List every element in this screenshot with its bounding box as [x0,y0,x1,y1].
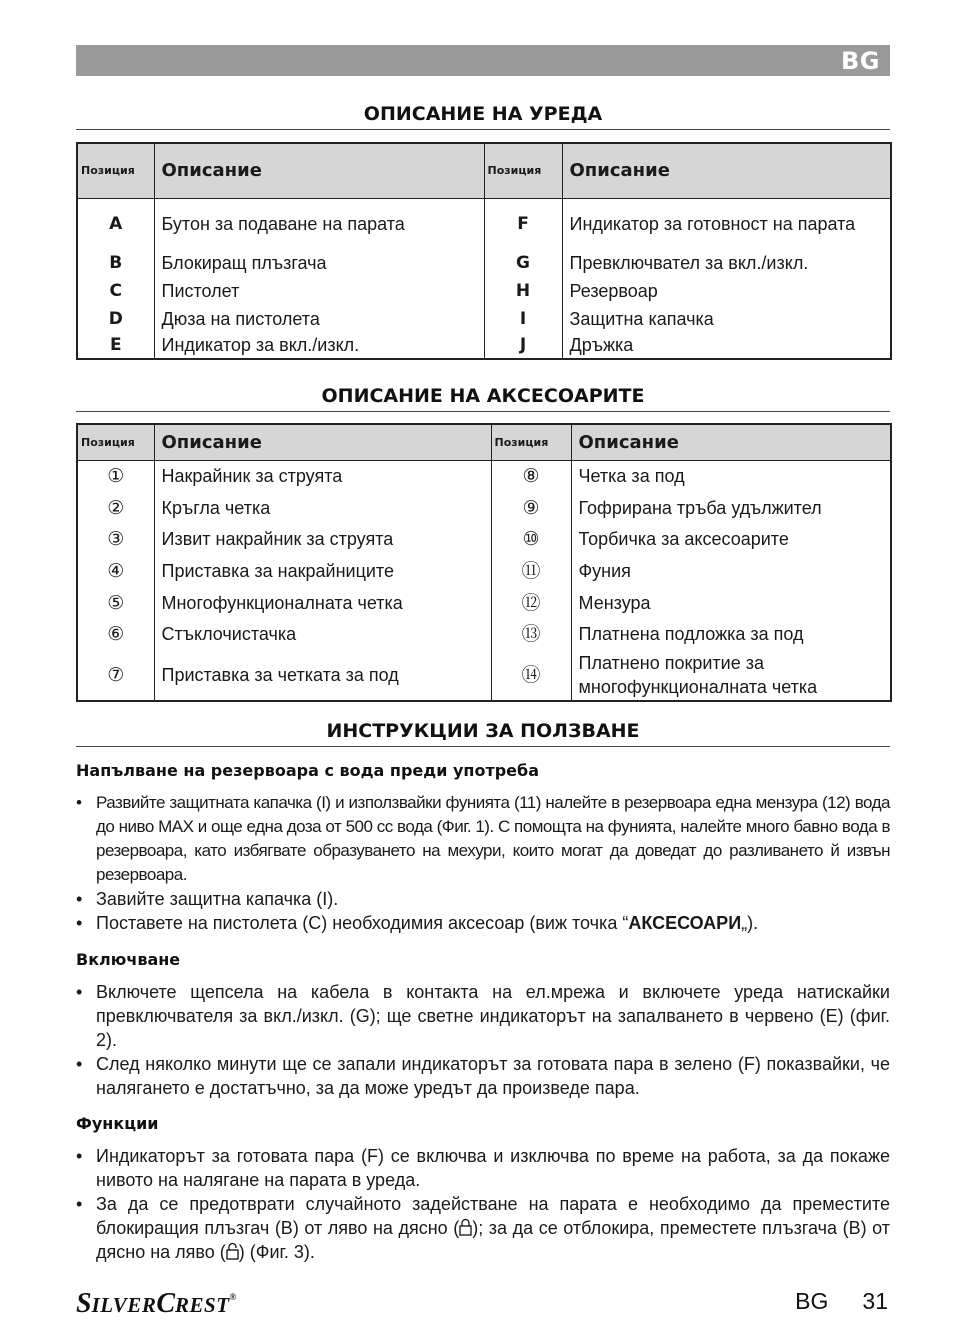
table-row [77,650,891,701]
accessory-name: Мензура [571,587,891,618]
table-row [77,305,891,332]
device-parts-table [76,142,892,360]
silvercrest-logo [76,1288,236,1320]
col-description: Описание [154,143,484,198]
accessory-number: ⑫ [491,587,571,618]
lock-closed-icon [459,1218,472,1236]
lock-open-icon [226,1242,239,1260]
part-name: Дръжка [562,332,891,359]
functions-subtitle: Функции [76,1114,159,1133]
accessory-name: Гофрирана тръба удължител [571,492,891,523]
accessory-name: Платнена подложка за под [571,618,891,650]
accessory-number: ① [107,465,125,488]
col-position: Позиция [77,143,154,198]
table-row [77,492,891,523]
accessory-name: Приставка за четката за под [154,650,491,701]
accessory-number: ⑭ [491,650,571,701]
accessories-table [76,423,892,702]
accessory-name: Накрайник за струята [154,460,491,492]
accessory-name: Четка за под [571,460,891,492]
language-badge: BG [841,47,880,75]
text-part: За да се предотврати случайното задействане на парата е необходимо да преместите блокиращия плъзгач (B) от ляво на дясно ( [96,1194,890,1238]
accessory-number: ③ [107,528,125,550]
accessory-name: Извит накрайник за струята [154,523,491,555]
table-row [77,198,891,249]
text-part: ); за да се отблокира, преместете плъзгача (B) от дясно на ляво ( [96,1218,890,1262]
part-name: Пистолет [154,277,484,305]
part-name: Индикатор за готовност на парата [562,198,891,249]
accessory-number: ⑥ [107,623,125,645]
filling-list [76,791,890,935]
table-row [77,277,891,305]
logo-letter: S [76,1288,92,1319]
part-code: H [484,277,562,305]
switching-on-list [76,980,890,1100]
logo-letter: REST [175,1293,230,1317]
part-code: D [108,308,123,329]
list-item: • Завийте защитна капачка (I). [76,887,890,911]
accessories-section-title: ОПИСАНИЕ НА АКСЕСОАРИТЕ [76,385,890,412]
col-position: Позиция [484,143,562,198]
accessory-name: Фуния [571,555,891,587]
accessory-number: ⑪ [491,555,571,587]
part-code: I [484,305,562,332]
part-name: Защитна капачка [562,305,891,332]
part-code: A [109,213,123,234]
registered-mark: ® [229,1292,237,1302]
col-position: Позиция [77,424,154,460]
list-item [76,1192,890,1264]
functions-list [76,1144,890,1264]
part-code: F [484,198,562,249]
page-footer [795,1288,888,1315]
list-item: • Индикаторът за готовата пара (F) се включва и изключва по време на работа, за да покаже нивото на налягане на парата в уреда. [76,1144,890,1192]
text-part: ) (Фиг. 3). [238,1242,315,1262]
table-row [77,460,891,492]
part-name: Резервоар [562,277,891,305]
table-row [77,587,891,618]
list-item: • Развийте защитната капачка (I) и използвайки фунията (11) налейте в резервоара една мензура (12) вода до ниво MAX и още една доза от 500 cc вода (Фиг. 1). С помощта на фунията, налейте много бавно вода в резервоара, като избягвате образуването на мехури, които могат да доведат до разливането й извън резервоара. [76,791,890,887]
accessories-reference: АКСЕСОАРИ [628,913,742,933]
accessory-name: Приставка за накрайниците [154,555,491,587]
accessory-name: Стъклочистачка [154,618,491,650]
accessory-number: ⑤ [107,591,125,614]
part-code: J [484,332,562,359]
part-name: Блокиращ плъзгача [154,249,484,277]
list-item [76,911,890,935]
accessory-number: ⑦ [107,664,125,686]
list-item: • Включете щепсела на кабела в контакта на ел.мрежа и включете уреда натискайки превключвателя за вкл./изкл. (G); ще светне индикаторът на запалването в червено (E) (фиг. 2). [76,980,890,1052]
text-part: „). [741,913,759,933]
col-description: Описание [562,143,891,198]
filling-subtitle: Напълване на резервоара с вода преди употреба [76,761,539,780]
col-position: Позиция [491,424,571,460]
part-code: G [484,249,562,277]
accessory-name: Многофункционалната четка [154,587,491,618]
text-part: Поставете на пистолета (C) необходимия аксесоар (виж точка “ [96,913,629,933]
switching-on-subtitle: Включване [76,950,181,969]
part-code: C [109,281,122,301]
part-code: B [109,253,123,273]
instructions-section-title: ИНСТРУКЦИИ ЗА ПОЛЗВАНЕ [76,720,890,747]
logo-letter: ILVER [91,1293,157,1317]
accessory-number: ⑨ [491,492,571,523]
part-name: Бутон за подаване на парата [154,198,484,249]
table-row [77,555,891,587]
part-name: Превключвател за вкл./изкл. [562,249,891,277]
accessory-name: Торбичка за аксесоарите [571,523,891,555]
table-row [77,523,891,555]
device-section-title: ОПИСАНИЕ НА УРЕДА [76,103,890,130]
list-item: • След няколко минути ще се запали индикаторът за готовата пара в зелено (F) показвайки, че налягането е достатъчно, за да може уредът да произведе пара. [76,1052,890,1100]
part-code: E [109,335,122,355]
table-row [77,332,891,359]
accessory-number: ④ [107,560,125,582]
accessory-number: ⑬ [491,618,571,650]
footer-language: BG [795,1288,829,1314]
part-name: Дюза на пистолета [154,305,484,332]
header-bar [76,45,890,76]
table-row [77,618,891,650]
accessory-number: ⑩ [491,523,571,555]
table-row [77,249,891,277]
page-number: 31 [862,1288,888,1314]
accessory-number: ⑧ [491,460,571,492]
col-description: Описание [571,424,891,460]
logo-letter: C [156,1288,176,1319]
part-name: Индикатор за вкл./изкл. [154,332,484,359]
accessory-number: ② [107,496,125,519]
accessory-name: Кръгла четка [154,492,491,523]
col-description: Описание [154,424,491,460]
accessory-name: Платнено покритие за многофункционалната четка [571,650,891,701]
